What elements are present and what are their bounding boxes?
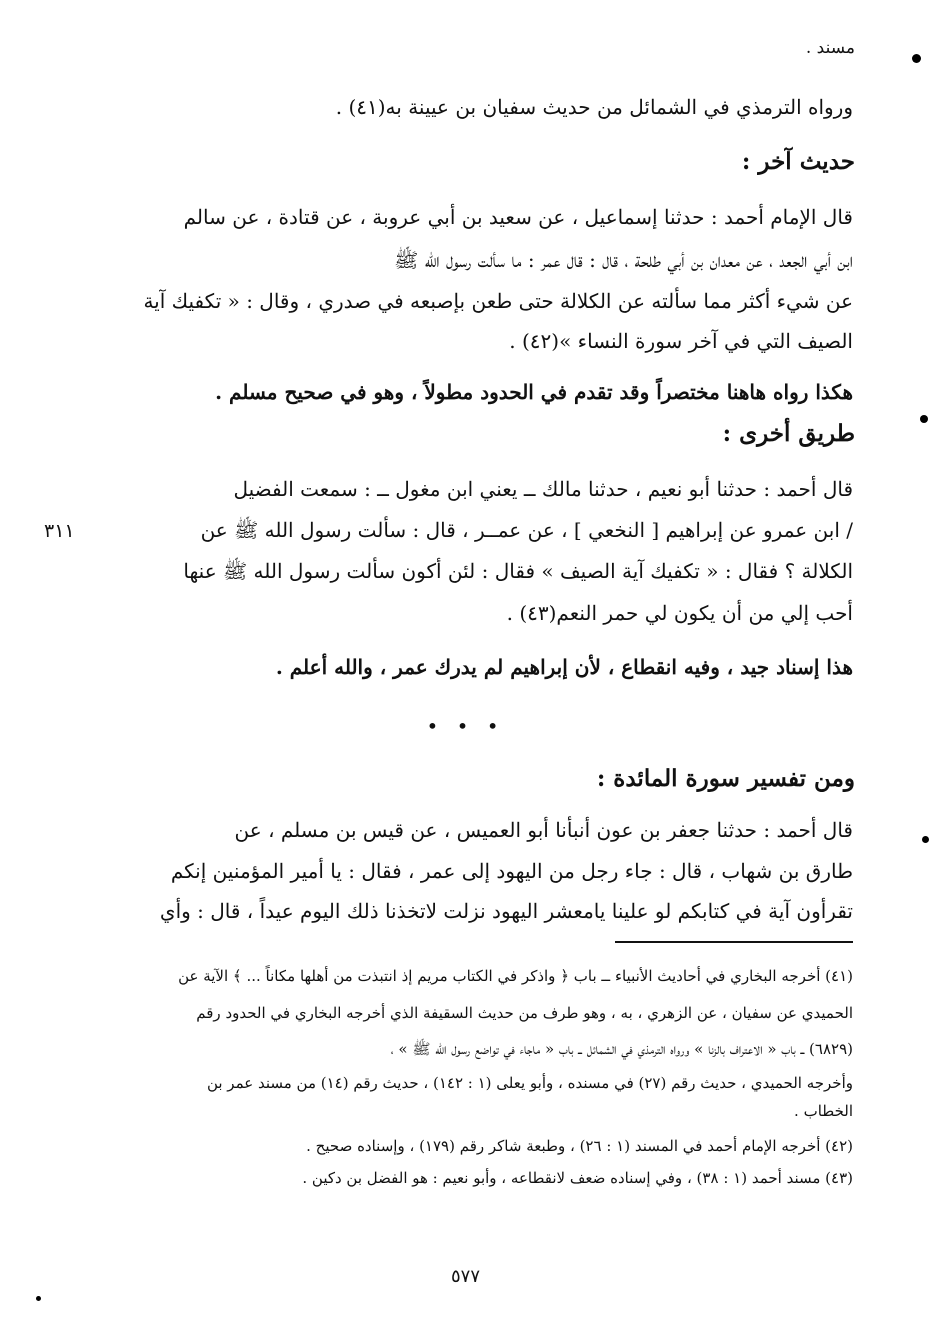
section2-line: الكلالة ؟ فقال : « تكفيك آية الصيف » فقال : لئن أكون سألت رسول الله ﷺ عنها bbox=[183, 559, 853, 583]
scan-speck bbox=[36, 1296, 41, 1301]
section1-line: ابن أبي الجعد ، عن معدان بن أبي طلحة ، قال : قال عمر : ما سألت رسول الله ﷺ bbox=[394, 248, 853, 272]
section3-line: قال أحمد : حدثنا جعفر بن عون أنبأنا أبو العميس ، عن قيس بن مسلم ، عن bbox=[234, 818, 853, 842]
footnote-rule bbox=[615, 941, 853, 943]
page-number: ٥٧٧ bbox=[450, 1266, 480, 1287]
section3-line: طارق بن شهاب ، قال : جاء رجل من اليهود إلى عمر ، فقال : يا أمير المؤمنين إنكم bbox=[170, 859, 853, 883]
scan-speck bbox=[920, 415, 928, 423]
section1-line: عن شيء أكثر مما سألته عن الكلالة حتى طعن بإصبعه في صدري ، وقال : « تكفيك آية bbox=[143, 289, 853, 313]
footnote-line: (٤١) أخرجه البخاري في أحاديث الأنبياء ــ باب ﴿ واذكر في الكتاب مريم إذ انتبذت من أهلها مكاناً ... ﴾ الآية عن bbox=[178, 967, 853, 985]
section1-line: قال الإمام أحمد : حدثنا إسماعيل ، عن سعيد بن أبي عروبة ، عن قتادة ، عن سالم bbox=[183, 205, 853, 229]
section-separator: • • • bbox=[426, 714, 505, 738]
section2-line: أحب إلي من أن يكون لي حمر النعم(٤٣) . bbox=[506, 601, 853, 625]
section-heading-hadith-akhar: حديث آخر : bbox=[741, 148, 855, 175]
section3-line: تقرأون آية في كتابكم لو علينا يامعشر اليهود نزلت لاتخذنا ذلك اليوم عيداً ، قال : وأي bbox=[159, 899, 853, 923]
footnote-line: (٤٢) أخرجه الإمام أحمد في المسند (١ : ٢٦) ، وطبعة شاكر رقم (١٧٩) ، وإسناده صحيح . bbox=[306, 1137, 853, 1155]
footnote-line: وأخرجه الحميدي ، حديث رقم (٢٧) في مسنده ، وأبو يعلى (١ : ١٤٢) ، حديث رقم (١٤) من مسند عمر بن bbox=[206, 1074, 853, 1092]
footnote-line: (٤٣) مسند أحمد (١ : ٣٨) ، وفي إسناده ضعف لانقطاعه ، وأبو نعيم : هو الفضل بن دكين . bbox=[302, 1169, 853, 1187]
scan-speck bbox=[912, 54, 921, 63]
footnote-line: الخطاب . bbox=[794, 1102, 853, 1120]
footnote-line: الحميدي عن سفيان ، عن الزهري ، به ، وهو طرف من حديث السقيفة الذي أخرجه البخاري في الحدود رقم bbox=[196, 1004, 853, 1022]
running-header: مسند . bbox=[805, 38, 855, 58]
section2-line: / ابن عمرو عن إبراهيم [ النخعي ] ، عن عمــر ، قال : سألت رسول الله ﷺ عن bbox=[200, 518, 853, 542]
section2-note: هذا إسناد جيد ، وفيه انقطاع ، لأن إبراهيم لم يدرك عمر ، والله أعلم . bbox=[275, 655, 853, 679]
section-heading-tariq-ukhra: طريق أخرى : bbox=[722, 420, 855, 447]
section1-line: الصيف التي في آخر سورة النساء »(٤٢) . bbox=[509, 329, 853, 353]
section-heading-surat-al-maidah: ومن تفسير سورة المائدة : bbox=[596, 765, 855, 792]
margin-page-reference: ٣١١ bbox=[44, 520, 75, 542]
footnote-line: (٦٨٢٩) ــ باب « الاعتراف بالزنا » ورواه الترمذي في الشمائل ــ باب « ماجاء في تواضع رسول الله ﷺ » ، bbox=[390, 1040, 853, 1058]
section1-note: هكذا رواه هاهنا مختصراً وقد تقدم في الحدود مطولاً ، وهو في صحيح مسلم . bbox=[215, 380, 853, 404]
section2-line: قال أحمد : حدثنا أبو نعيم ، حدثنا مالك ــ يعني ابن مغول ــ : سمعت الفضيل bbox=[233, 477, 853, 501]
continuation-line: ورواه الترمذي في الشمائل من حديث سفيان بن عيينة به(٤١) . bbox=[335, 95, 853, 119]
scan-speck bbox=[922, 836, 929, 843]
